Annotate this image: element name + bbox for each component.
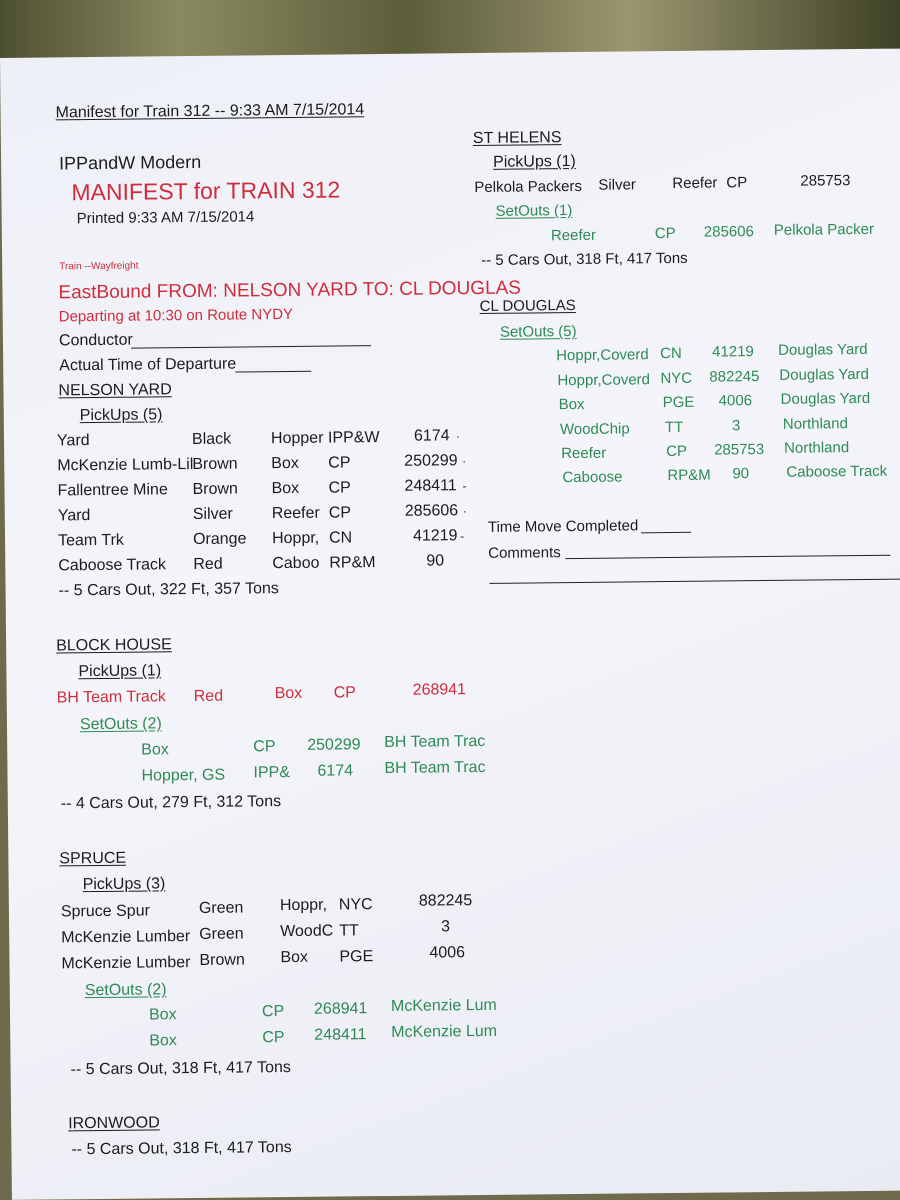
car-type: Caboo — [272, 554, 320, 573]
block-house-setouts-heading: SetOuts (2) — [79, 715, 162, 734]
car-type: Hoppr,Coverd — [557, 371, 651, 390]
car-destination: McKenzie Lum — [390, 996, 497, 1015]
car-road: NYC — [660, 369, 693, 388]
car-type: Caboose — [562, 468, 623, 487]
car-road: CP — [262, 1029, 285, 1047]
car-type: WoodC — [280, 922, 334, 941]
car-number: 6174 — [317, 762, 354, 780]
car-number: 268941 — [313, 1000, 368, 1018]
car-type: Hopper — [270, 429, 324, 448]
car-type: Box — [148, 1006, 177, 1024]
car-number: 250299 — [307, 736, 361, 754]
car-destination: Pelkola Packer — [773, 220, 874, 239]
car-type: Box — [274, 684, 303, 703]
car-road: TT — [339, 922, 359, 940]
car-location: McKenzie Lumber — [61, 954, 191, 973]
car-road: IPP& — [253, 764, 291, 782]
car-destination: BH Team Trac — [384, 758, 486, 778]
car-number: 3 — [731, 417, 741, 435]
car-road: PGE — [339, 948, 374, 966]
check-mark: · — [462, 504, 467, 519]
car-number: 4006 — [718, 392, 753, 410]
manifest-title: MANIFEST for TRAIN 312 — [71, 176, 341, 206]
car-road: CP — [328, 479, 351, 497]
spruce-summary: -- 5 Cars Out, 318 Ft, 417 Tons — [70, 1059, 291, 1079]
car-color: Silver — [598, 176, 636, 194]
comments-blank — [565, 555, 890, 559]
car-road: PGE — [662, 393, 695, 412]
car-location: Yard — [57, 507, 91, 525]
cl-douglas-setouts-heading: SetOuts (5) — [499, 322, 577, 341]
car-type: Box — [280, 948, 309, 967]
check-mark: - — [462, 479, 467, 494]
car-destination: Northland — [784, 439, 850, 457]
car-color: Brown — [199, 951, 245, 969]
departure-info: Departing at 10:30 on Route NYDY — [58, 305, 294, 326]
car-location: BH Team Track — [56, 688, 166, 707]
departure-time-label: Actual Time of Departure — [59, 355, 237, 375]
car-location: McKenzie Lumber — [61, 928, 191, 947]
car-type: Reefer — [550, 226, 597, 245]
car-type: Hoppr,Coverd — [556, 346, 649, 365]
comments-blank-line-2 — [490, 579, 900, 584]
car-road: CP — [726, 174, 748, 192]
station-ironwood: IRONWOOD — [68, 1114, 160, 1133]
car-color: Brown — [192, 480, 238, 499]
st-helens-setouts-heading: SetOuts (1) — [495, 202, 573, 220]
car-color: Brown — [192, 455, 238, 474]
check-mark: · — [455, 429, 461, 444]
departure-time-blank — [235, 371, 311, 373]
spruce-setouts-heading: SetOuts (2) — [84, 981, 167, 1000]
car-number: 285753 — [714, 441, 765, 459]
car-location: McKenzie Lumb-Lil — [57, 455, 194, 475]
car-destination: Northland — [782, 415, 849, 433]
car-number: 882245 — [709, 368, 760, 386]
block-house-summary: -- 4 Cars Out, 279 Ft, 312 Tons — [60, 793, 282, 813]
check-mark: · — [462, 454, 467, 469]
car-road: TT — [664, 418, 684, 437]
car-destination: Douglas Yard — [780, 389, 871, 408]
car-number: 285606 — [404, 502, 459, 520]
comments-label: Comments — [488, 544, 561, 562]
car-type: WoodChip — [559, 420, 630, 439]
car-color: Silver — [192, 505, 233, 524]
st-helens-summary: -- 5 Cars Out, 318 Ft, 417 Tons — [481, 249, 688, 269]
car-number: 90 — [426, 552, 445, 570]
conductor-label: Conductor — [58, 331, 133, 350]
car-type: Box — [271, 479, 300, 498]
car-road: CN — [328, 529, 353, 547]
car-location: Spruce Spur — [60, 902, 150, 921]
car-location: Yard — [56, 432, 90, 450]
car-type: Reefer — [271, 504, 320, 523]
time-move-completed-label: Time Move Completed — [487, 517, 639, 536]
block-house-pickups-heading: PickUps (1) — [78, 662, 162, 681]
nelson-summary: -- 5 Cars Out, 322 Ft, 357 Tons — [58, 580, 279, 600]
car-number: 250299 — [404, 452, 458, 470]
car-number: 3 — [441, 918, 451, 936]
car-color: Orange — [192, 530, 247, 549]
manifest-header-line: Manifest for Train 312 -- 9:33 AM 7/15/2014 — [55, 101, 365, 122]
car-number: 248411 — [314, 1026, 367, 1044]
ironwood-summary: -- 5 Cars Out, 318 Ft, 417 Tons — [71, 1139, 292, 1159]
car-road: CP — [253, 738, 276, 756]
car-number: 285606 — [703, 223, 755, 241]
car-number: 90 — [732, 465, 750, 483]
car-type: Box — [141, 741, 169, 759]
car-color: Green — [198, 899, 244, 917]
train-type: Train --Wayfreight — [59, 260, 139, 273]
printed-timestamp: Printed 9:33 AM 7/15/2014 — [76, 208, 255, 228]
car-road: CP — [328, 454, 351, 472]
car-color: Red — [193, 687, 224, 706]
station-nelson-yard: NELSON YARD — [58, 381, 172, 400]
car-number: 41219 — [412, 527, 458, 545]
railroad-name: IPPandW Modern — [59, 151, 202, 174]
st-helens-pickups-heading: PickUps (1) — [493, 152, 576, 171]
car-road: RP&M — [329, 554, 376, 572]
car-destination: Douglas Yard — [779, 365, 869, 384]
nelson-pickups-heading: PickUps (5) — [79, 406, 163, 425]
car-destination: Douglas Yard — [778, 340, 868, 359]
car-number: 6174 — [413, 427, 450, 445]
car-road: CN — [660, 344, 682, 363]
car-road: NYC — [338, 896, 373, 914]
conductor-blank — [131, 345, 371, 349]
station-cl-douglas: CL DOUGLAS — [479, 296, 576, 315]
car-number: 882245 — [418, 892, 473, 910]
station-st-helens: ST HELENS — [472, 129, 562, 148]
car-number: 248411 — [404, 477, 457, 495]
car-type: Box — [149, 1032, 177, 1050]
car-number: 41219 — [712, 343, 754, 361]
check-mark: - — [459, 529, 465, 544]
route-direction: EastBound FROM: NELSON YARD TO: CL DOUGLAS — [58, 277, 522, 304]
time-move-completed-blank — [641, 532, 691, 534]
car-type: Hoppr, — [279, 896, 328, 915]
car-color: Red — [193, 555, 223, 574]
car-location: Caboose Track — [58, 556, 167, 575]
car-road: CP — [328, 504, 352, 522]
car-road: IPP&W — [327, 429, 380, 447]
car-road: CP — [666, 442, 688, 461]
car-number: 268941 — [412, 681, 467, 699]
car-type: Box — [271, 454, 299, 473]
car-color: Black — [191, 430, 232, 449]
car-number: 285753 — [800, 172, 851, 190]
car-road: RP&M — [667, 466, 711, 485]
car-location: Fallentree Mine — [57, 481, 168, 500]
car-road: CP — [261, 1003, 285, 1021]
car-type: Hopper, GS — [141, 766, 226, 785]
car-color: Green — [199, 925, 244, 943]
car-destination: Caboose Track — [786, 462, 888, 481]
car-destination: BH Team Trac — [384, 732, 486, 752]
car-road: CP — [333, 684, 356, 702]
car-type: Hoppr, — [271, 529, 320, 548]
car-number: 4006 — [429, 944, 466, 962]
car-destination: McKenzie Lum — [391, 1022, 498, 1041]
station-block-house: BLOCK HOUSE — [56, 636, 172, 655]
manifest-sheet — [0, 49, 900, 1200]
car-location: Pelkola Packers — [474, 177, 583, 197]
car-road: CP — [654, 224, 676, 243]
car-type: Reefer — [672, 174, 718, 192]
station-spruce: SPRUCE — [59, 849, 127, 868]
car-type: Box — [558, 395, 585, 414]
car-type: Reefer — [561, 444, 607, 463]
car-location: Team Trk — [57, 531, 124, 550]
spruce-pickups-heading: PickUps (3) — [82, 875, 166, 894]
